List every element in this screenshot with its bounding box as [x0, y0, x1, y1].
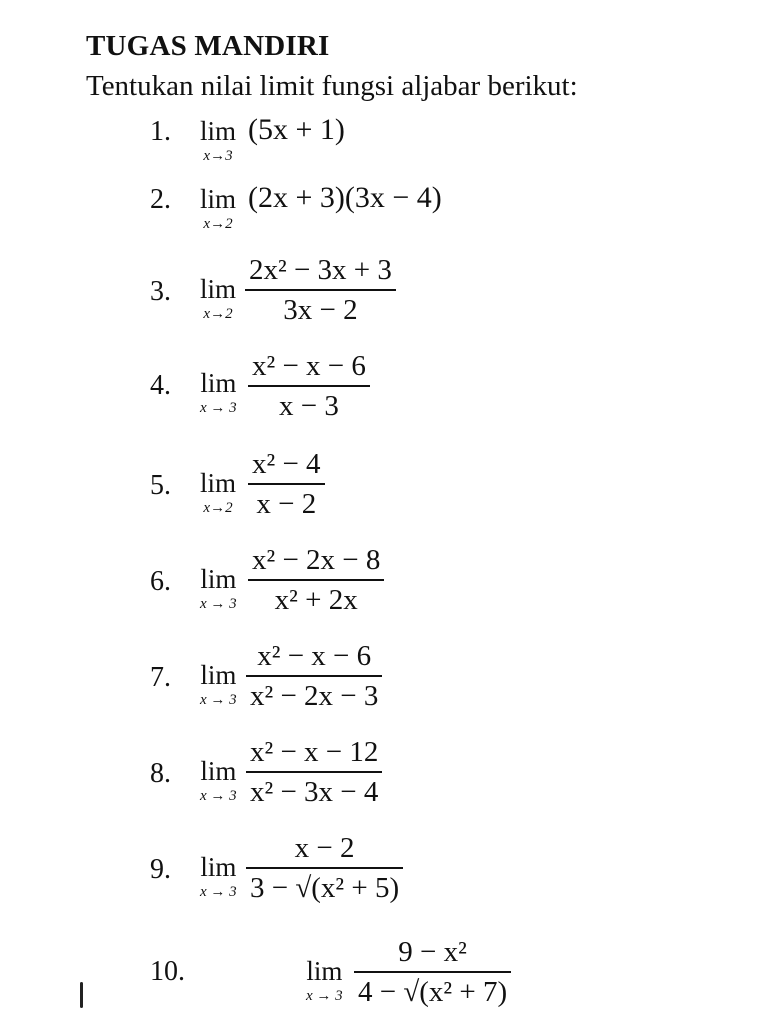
limit-operator	[200, 662, 237, 708]
denominator: x² − 2x − 3	[250, 679, 379, 712]
lim-word: lim	[200, 564, 237, 594]
fraction-bar	[354, 971, 511, 973]
limit-operator	[306, 958, 343, 1004]
lim-subscript: x→2	[203, 500, 233, 516]
fraction-bar	[246, 675, 382, 677]
lim-word: lim	[200, 852, 237, 882]
limit-operator	[200, 470, 236, 516]
fraction-bar	[246, 771, 382, 773]
fraction	[248, 450, 325, 519]
scan-mark	[80, 982, 83, 1008]
lim-word: lim	[306, 956, 343, 986]
fraction	[245, 256, 396, 325]
denominator: x² + 2x	[274, 583, 358, 616]
limit-operator	[200, 566, 237, 612]
fraction	[248, 352, 370, 421]
lim-subscript: x → 3	[306, 988, 343, 1004]
limit-operator	[200, 854, 237, 900]
lim-subscript: x → 3	[200, 400, 237, 416]
fraction	[246, 834, 403, 903]
lim-word: lim	[200, 368, 237, 398]
expression: (2x + 3)(3x − 4)	[248, 181, 442, 214]
lim-word: lim	[200, 660, 237, 690]
fraction	[354, 938, 511, 1007]
denominator: x² − 3x − 4	[250, 775, 379, 808]
numerator: x² − x − 6	[257, 640, 372, 672]
lim-subscript: x → 3	[200, 596, 237, 612]
numerator: 9 − x²	[398, 936, 467, 968]
numerator: x² − 2x − 8	[252, 544, 381, 576]
limit-operator	[200, 118, 236, 164]
denominator: 4 − √(x² + 7)	[358, 975, 508, 1008]
lim-subscript: x→2	[203, 216, 233, 232]
fraction	[246, 642, 382, 711]
lim-word: lim	[200, 274, 237, 304]
lim-word: lim	[200, 116, 237, 146]
problem-number: 7.	[150, 662, 171, 693]
lim-subscript: x → 3	[200, 788, 237, 804]
lim-subscript: x → 3	[200, 692, 237, 708]
denominator: x − 3	[279, 389, 339, 422]
numerator: x² − 4	[252, 448, 321, 480]
instruction-text: Tentukan nilai limit fungsi aljabar berikut:	[86, 70, 578, 102]
denominator: x − 2	[256, 487, 317, 520]
problem-number: 3.	[150, 276, 171, 307]
limit-operator	[200, 758, 237, 804]
lim-word: lim	[200, 756, 237, 786]
lim-subscript: x → 3	[200, 884, 237, 900]
numerator: x² − x − 12	[250, 736, 379, 768]
problem-number: 4.	[150, 370, 171, 401]
fraction-bar	[245, 289, 396, 291]
expression: (5x + 1)	[248, 113, 345, 146]
problem-number: 8.	[150, 758, 171, 789]
problem-number: 5.	[150, 470, 171, 501]
denominator: 3 − √(x² + 5)	[250, 871, 400, 904]
numerator: 2x² − 3x + 3	[249, 254, 392, 286]
limit-operator	[200, 276, 236, 322]
limit-operator	[200, 186, 236, 232]
problem-number: 6.	[150, 566, 171, 597]
problem-number: 10.	[150, 956, 185, 987]
problem-number: 2.	[150, 184, 171, 215]
fraction	[246, 738, 382, 807]
numerator: x² − x − 6	[252, 350, 366, 382]
page-title: TUGAS MANDIRI	[86, 30, 330, 62]
numerator: x − 2	[294, 832, 355, 864]
limit-operator	[200, 370, 237, 416]
lim-subscript: x→2	[203, 306, 233, 322]
lim-subscript: x→3	[203, 148, 233, 164]
fraction	[248, 546, 384, 615]
problem-number: 1.	[150, 116, 171, 147]
lim-word: lim	[200, 184, 237, 214]
fraction-bar	[248, 385, 370, 387]
fraction-bar	[248, 483, 325, 485]
fraction-bar	[246, 867, 403, 869]
fraction-bar	[248, 579, 384, 581]
problem-number: 9.	[150, 854, 171, 885]
lim-word: lim	[200, 468, 237, 498]
denominator: 3x − 2	[283, 293, 358, 326]
